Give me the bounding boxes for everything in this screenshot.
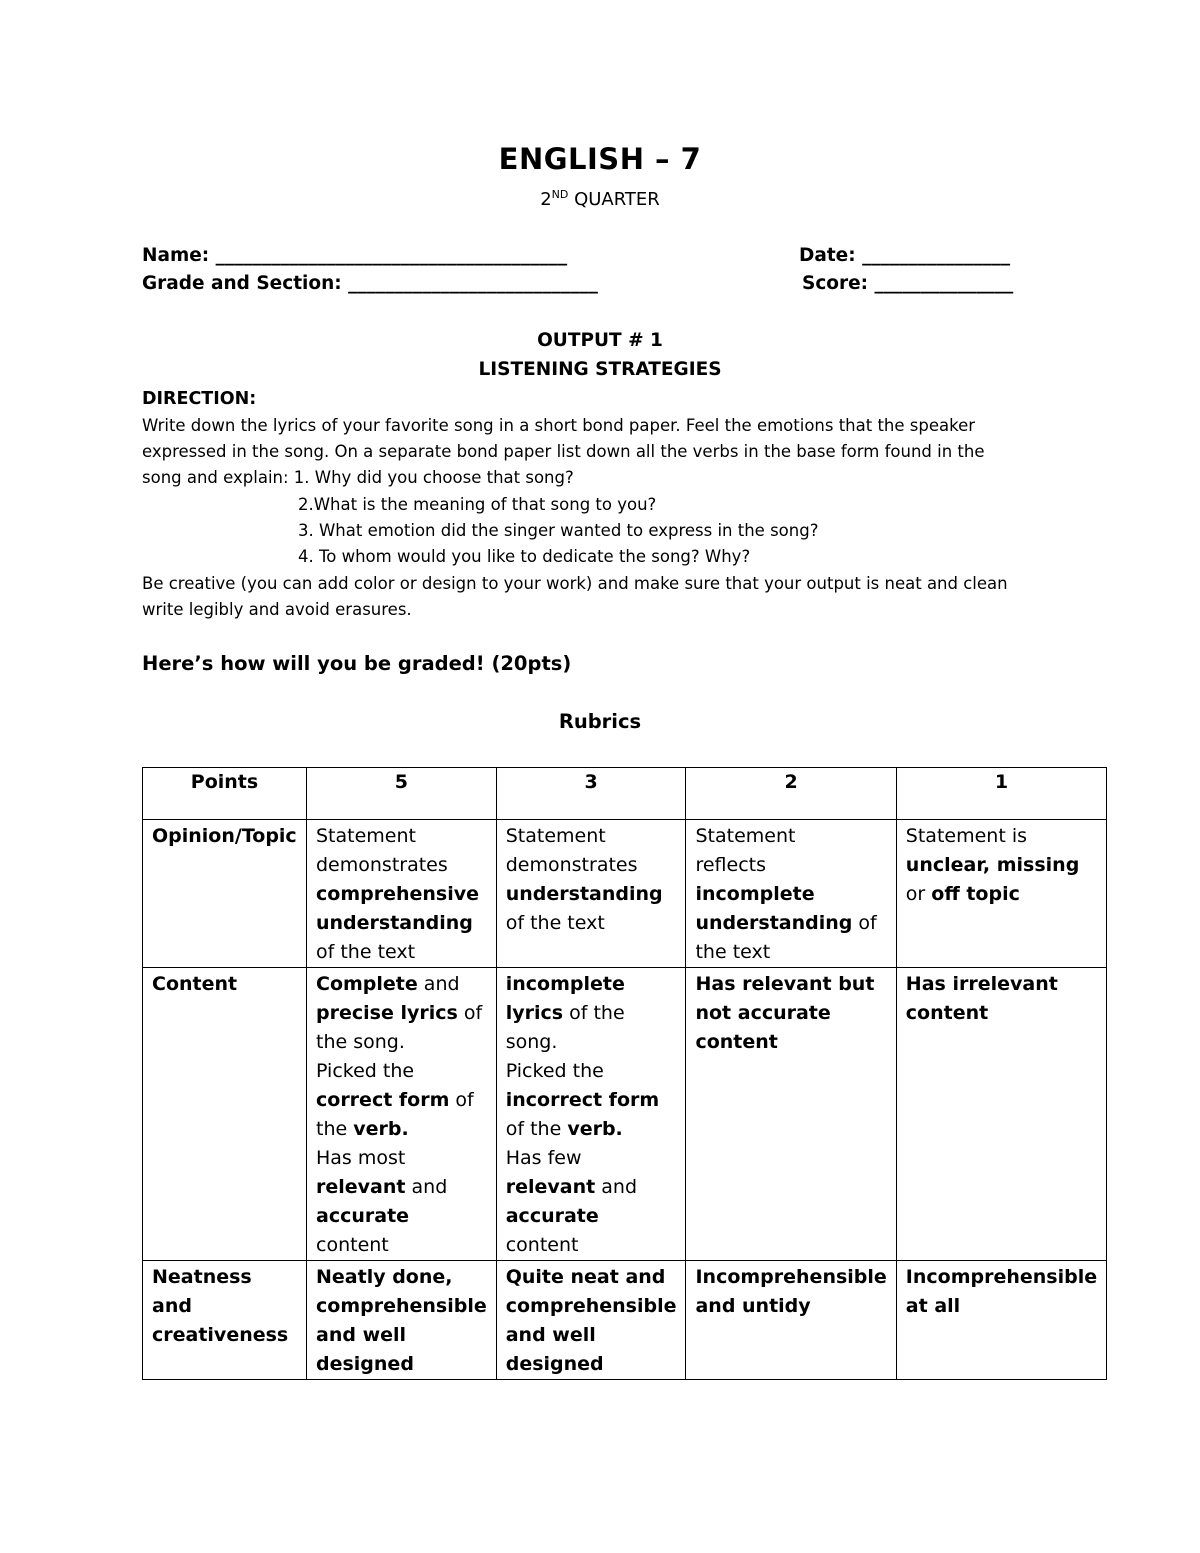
rubric-cell-line xyxy=(506,1202,677,1231)
table-row xyxy=(143,1261,1107,1380)
quarter-suffix: ND xyxy=(551,188,569,201)
rubric-text: comprehensive xyxy=(316,883,480,905)
quarter-number: 2 xyxy=(540,189,552,210)
rubric-text: content xyxy=(505,1234,579,1256)
rubric-text: of xyxy=(852,912,877,934)
rubric-cell-line xyxy=(906,1263,1097,1292)
direction-line-4: Be creative (you can add color or design to your work) and make sure that your output is neat and clean xyxy=(142,574,1008,593)
date-field: Date: ________________ xyxy=(799,245,1011,266)
rubric-header-row xyxy=(143,768,1107,820)
rubric-text: Has few xyxy=(505,1147,582,1169)
rubric-text: verb. xyxy=(353,1118,409,1140)
rubric-header-points: Points xyxy=(143,768,307,820)
rubric-text: Picked the xyxy=(505,1060,604,1082)
rubric-cell xyxy=(496,1261,686,1380)
rubric-cell xyxy=(686,968,896,1261)
rubric-cell-line xyxy=(316,909,487,938)
score-field: Score: _______________ xyxy=(802,273,1014,294)
rubric-text: of xyxy=(449,1089,474,1111)
direction-line-2: expressed in the song. On a separate bond paper list down all the verbs in the base form found in the xyxy=(142,442,985,461)
rubric-cell xyxy=(686,1261,896,1380)
rubric-cell-line xyxy=(316,1321,487,1350)
rubric-text: Neatly done, xyxy=(316,1266,453,1288)
rubric-cell xyxy=(307,1261,497,1380)
rubric-cell-line xyxy=(316,999,487,1028)
table-row xyxy=(143,820,1107,968)
rubric-text: Has most xyxy=(316,1147,406,1169)
rubric-text: reflects xyxy=(695,854,767,876)
rubric-cell-line xyxy=(506,1292,677,1321)
rubric-text: and xyxy=(595,1176,638,1198)
rubric-text: content xyxy=(905,1002,989,1024)
rubric-text: Incomprehensible xyxy=(695,1266,887,1288)
rubric-cell xyxy=(307,820,497,968)
rubric-text: of the xyxy=(563,1002,625,1024)
rubric-cell-line xyxy=(316,1115,487,1144)
rubrics-title: Rubrics xyxy=(558,710,642,733)
rubric-text: of the text xyxy=(505,912,605,934)
rubric-header-1: 1 xyxy=(896,768,1106,820)
rubric-text: precise lyrics xyxy=(316,1002,458,1024)
rubric-cell-line xyxy=(695,880,886,909)
rubric-cell-line xyxy=(506,909,677,938)
rubric-text: comprehensible xyxy=(316,1295,487,1317)
rubric-cell-line xyxy=(695,1028,886,1057)
quarter-word: QUARTER xyxy=(568,189,660,210)
rubric-criterion: Content xyxy=(143,968,307,1261)
rubric-text: and xyxy=(405,1176,448,1198)
rubric-text: understanding xyxy=(505,883,663,905)
rubric-text: comprehensible xyxy=(505,1295,677,1317)
rubric-text: designed xyxy=(505,1353,604,1375)
rubric-text: accurate xyxy=(316,1205,410,1227)
rubric-cell-line xyxy=(906,880,1097,909)
rubric-cell-line xyxy=(506,880,677,909)
rubric-cell-line xyxy=(316,851,487,880)
rubric-text: Has relevant but xyxy=(695,973,875,995)
rubric-cell-line xyxy=(906,851,1097,880)
rubric-body xyxy=(143,820,1107,1380)
rubric-text: not accurate xyxy=(695,1002,831,1024)
rubric-cell-line xyxy=(695,909,886,938)
rubric-cell-line xyxy=(506,1057,677,1086)
direction-line-5: write legibly and avoid erasures. xyxy=(142,600,412,619)
rubric-cell-line xyxy=(316,1350,487,1379)
rubric-cell-line xyxy=(695,851,886,880)
rubric-text: or xyxy=(905,883,932,905)
rubric-text: Incomprehensible xyxy=(905,1266,1098,1288)
rubric-cell-line xyxy=(506,970,677,999)
rubric-cell-line xyxy=(695,999,886,1028)
rubric-cell-line xyxy=(695,1292,886,1321)
direction-question-2: 2.What is the meaning of that song to you? xyxy=(298,495,657,514)
rubric-text: content xyxy=(695,1031,778,1053)
worksheet-title: ENGLISH – 7 xyxy=(498,142,702,176)
rubric-text: Statement xyxy=(505,825,606,847)
rubric-cell-line xyxy=(506,1173,677,1202)
rubric-cell-line xyxy=(316,1263,487,1292)
rubric-cell-line xyxy=(316,938,487,967)
rubric-cell-line xyxy=(506,822,677,851)
rubric-cell-line xyxy=(906,970,1097,999)
rubric-text: Has irrelevant xyxy=(905,973,1058,995)
rubric-cell-line xyxy=(316,880,487,909)
rubric-text: content xyxy=(316,1234,389,1256)
rubric-cell-line xyxy=(316,1028,487,1057)
quarter-subtitle xyxy=(0,188,1200,210)
rubric-criterion: Neatness and creativeness xyxy=(143,1261,307,1380)
rubric-text: of xyxy=(457,1002,483,1024)
rubric-text: correct form xyxy=(316,1089,450,1111)
rubric-text: the text xyxy=(695,941,771,963)
rubric-text: unclear, missing xyxy=(905,854,1080,876)
rubric-text: and xyxy=(417,973,460,995)
rubric-header-5: 5 xyxy=(307,768,497,820)
rubric-cell xyxy=(496,968,686,1261)
output-number: OUTPUT # 1 xyxy=(537,330,663,351)
rubric-cell-line xyxy=(316,1173,487,1202)
rubric-cell-line xyxy=(506,1350,677,1379)
rubric-text: understanding xyxy=(316,912,473,934)
rubric-cell xyxy=(896,820,1106,968)
rubric-cell-line xyxy=(506,1144,677,1173)
rubric-text: demonstrates xyxy=(316,854,448,876)
rubric-cell xyxy=(686,820,896,968)
rubric-text: Statement is xyxy=(905,825,1027,847)
rubric-cell-line xyxy=(316,1202,487,1231)
rubric-text: at all xyxy=(905,1295,961,1317)
grade-section-field: Grade and Section: ___________________________ xyxy=(142,273,598,294)
rubric-cell-line xyxy=(506,1263,677,1292)
rubric-text: demonstrates xyxy=(505,854,638,876)
direction-label: DIRECTION: xyxy=(142,389,257,409)
rubric-text: accurate xyxy=(505,1205,599,1227)
rubric-cell-line xyxy=(506,999,677,1028)
rubric-text: and well xyxy=(316,1324,407,1346)
rubric-cell-line xyxy=(506,1086,677,1115)
rubric-cell-line xyxy=(316,1231,487,1260)
rubric-text: and untidy xyxy=(695,1295,811,1317)
rubric-text: the xyxy=(316,1118,354,1140)
name-field: Name: ______________________________________ xyxy=(142,245,568,266)
rubric-cell-line xyxy=(906,822,1097,851)
rubric-cell-line xyxy=(695,1263,886,1292)
rubric-text: of the text xyxy=(316,941,416,963)
rubric-text: understanding xyxy=(695,912,853,934)
rubric-cell-line xyxy=(506,1028,677,1057)
rubric-text: the song. xyxy=(316,1031,405,1053)
grading-heading: Here’s how will you be graded! (20pts) xyxy=(142,652,572,675)
rubric-cell-line xyxy=(695,938,886,967)
rubric-cell-line xyxy=(506,851,677,880)
rubric-text: Picked the xyxy=(316,1060,415,1082)
rubric-text: incomplete xyxy=(505,973,625,995)
rubric-cell-line xyxy=(316,1292,487,1321)
direction-question-3: 3. What emotion did the singer wanted to express in the song? xyxy=(298,521,819,540)
rubric-text: of the xyxy=(505,1118,568,1140)
direction-line-1: Write down the lyrics of your favorite song in a short bond paper. Feel the emotions that the speaker xyxy=(142,416,976,435)
rubric-text: incorrect form xyxy=(505,1089,660,1111)
rubric-text: incomplete xyxy=(695,883,815,905)
rubric-table xyxy=(142,767,1107,1380)
rubric-cell-line xyxy=(316,1144,487,1173)
rubric-text: song. xyxy=(505,1031,558,1053)
rubric-cell-line xyxy=(506,1231,677,1260)
rubric-cell-line xyxy=(906,1292,1097,1321)
rubric-cell xyxy=(896,1261,1106,1380)
rubric-text: and well xyxy=(505,1324,596,1346)
rubric-text: lyrics xyxy=(505,1002,564,1024)
rubric-cell-line xyxy=(316,822,487,851)
rubric-cell xyxy=(896,968,1106,1261)
rubric-text: Statement xyxy=(316,825,416,847)
rubric-header-2: 2 xyxy=(686,768,896,820)
rubric-cell-line xyxy=(695,970,886,999)
rubric-cell-line xyxy=(506,1321,677,1350)
rubric-cell-line xyxy=(316,1086,487,1115)
rubric-criterion: Opinion/Topic xyxy=(143,820,307,968)
direction-line-3: song and explain: 1. Why did you choose that song? xyxy=(142,468,574,487)
rubric-cell-line xyxy=(506,1115,677,1144)
rubric-text: Statement xyxy=(695,825,796,847)
table-row xyxy=(143,968,1107,1261)
rubric-cell-line xyxy=(906,999,1097,1028)
rubric-text: verb. xyxy=(567,1118,623,1140)
rubric-text: Complete xyxy=(316,973,418,995)
rubric-text: off topic xyxy=(931,883,1020,905)
direction-question-4: 4. To whom would you like to dedicate the song? Why? xyxy=(298,547,751,566)
rubric-text: relevant xyxy=(505,1176,596,1198)
rubric-cell xyxy=(307,968,497,1261)
rubric-header-3: 3 xyxy=(496,768,686,820)
rubric-text: relevant xyxy=(316,1176,406,1198)
rubric-text: Quite neat and xyxy=(505,1266,666,1288)
rubric-cell-line xyxy=(695,822,886,851)
rubric-cell-line xyxy=(316,1057,487,1086)
rubric-cell xyxy=(496,820,686,968)
rubric-text: designed xyxy=(316,1353,414,1375)
rubric-cell-line xyxy=(316,970,487,999)
output-topic: LISTENING STRATEGIES xyxy=(478,359,722,380)
